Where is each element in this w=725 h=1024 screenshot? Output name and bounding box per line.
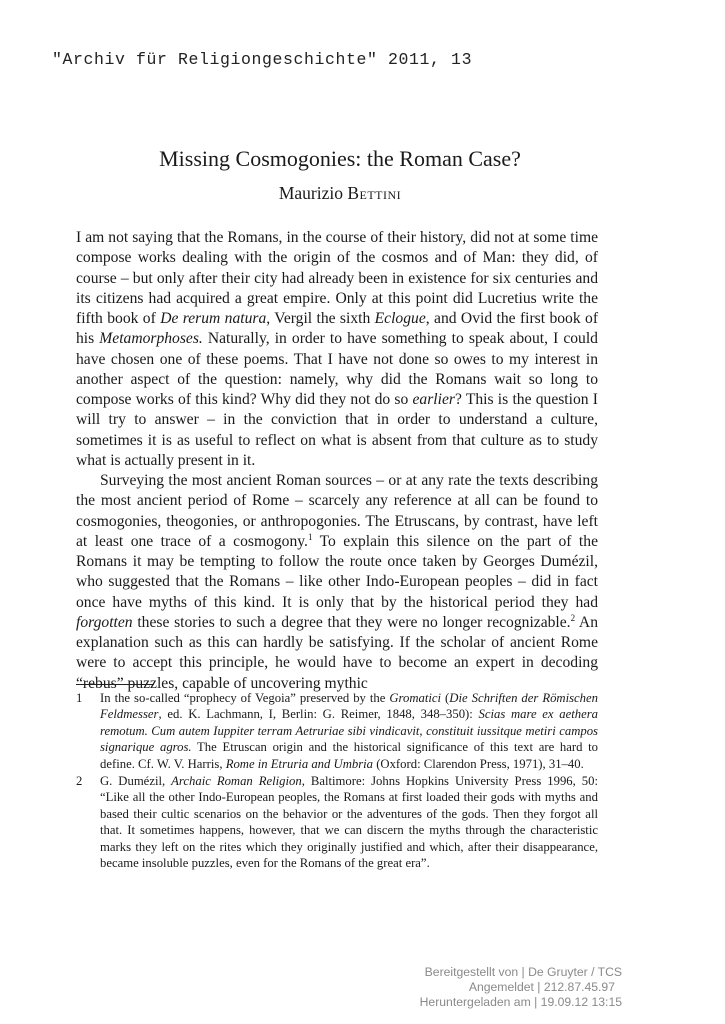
footnote-ref-2[interactable]: 2 [570,612,576,623]
author-first-name: Maurizio [278,183,343,203]
text: I am not saying that the Romans, in the course of their history, did not at some time compose works dealing with the origin of the cosmos and of Man: they did, of course – but only after their city had already been in existence for six centuries and its citizens had acquired a great empire. Only at this point did Lucretius write the fifth book of [76,229,598,327]
footnote-text: G. Dumézil, Archaic Roman Religion, Baltimore: Johns Hopkins University Press 1996, 50: “Like all the other Indo-European peoples, the Romans at first loaded their gods with myths and based their cultic scenarios on the behavior or the adventures of the gods. Then they forgot all that. It sometimes happens, however, that we can discern the myths through the characteristic marks they left on the rites which they originally justified and which, after their disappearance, became insoluble puzzles, even for the Romans of the great era”. [100,774,599,871]
author-last-name: Bettini [347,183,402,203]
title-ref: De rerum natura [160,310,267,327]
footnote-number: 2 [76,774,83,789]
text: An explanation such as this can hardly be satisfying. If the scholar of ancient Rome were to accept this principle, he would have to become an expert in decoding “rebus” puzzles, capable of uncovering mythic [76,613,598,692]
footnote-2 [76,773,598,871]
footnote-ref-1[interactable]: 1 [307,531,313,542]
footnote-1 [76,690,598,772]
footnote-number: 1 [76,691,83,705]
article-title: Missing Cosmogonies: the Roman Case? [159,146,521,171]
text: Surveying the most ancient Roman sources – or at any rate the texts describing the most ancient period of Rome – scarcely any reference at all can be found to cosmogonies, theogonies, or anthropogonies. The Etruscans, by contrast, have left at least one trace of a cosmogony. [76,472,598,550]
paragraph-2 [76,471,598,694]
download-watermark [420,965,622,1010]
text: these stories to such a degree that they were no longer recognizable. [132,613,571,631]
article-author [0,183,680,204]
emphasis: forgotten [76,613,133,631]
title-ref: Eclogue [374,310,426,327]
paragraph-1 [76,228,598,471]
text: Naturally, in order to have something to speak about, I could have chosen one of these poems. That I have not done so owes to my interest in another aspect of the question: namely, why did the Romans wait so long to compose works of this kind? Why did they not do so [76,330,598,408]
footnote-text: In the so-called “prophecy of Vegoia” preserved by the Gromatici (Die Schriften der Römischen Feldmesser, ed. K. Lachmann, I, Berlin: G. Reimer, 1848, 348–350): Scias mare ex aethera remotum. Cum autem Iuppiter terram Aetruriae sibi vindicavit, constituit iussitque metiri campos signarique agros. The Etruscan origin and the historical significance of this text are hard to define. Cf. W. V. Harris, Rome in Etruria and Umbria (Oxford: Clarendon Press, 1971), 31–40. [100,691,599,771]
journal-citation: "Archiv für Religiongeschichte" 2011, 13 [52,50,473,69]
footnotes [76,690,598,872]
text: To explain this silence on the part of the Romans it may be tempting to follow the route once taken by Georges Dumézil, who suggested that the Romans – like other Indo-European peoples – did in fact once have myths of this kind. It is only that by the historical period they had [76,532,598,611]
text: , Vergil the sixth [266,310,375,327]
text: ? This is the question I will try to answer – in the conviction that in order to understand a culture, sometimes it is as useful to reflect on what is absent from that culture as to study what is actually present in it. [76,391,598,469]
text: , and Ovid the first book of his [76,310,599,348]
title-ref: Metamorphoses. [99,330,203,348]
article-body [76,228,598,694]
emphasis: earlier [412,391,455,408]
watermark-date: Heruntergeladen am | 19.09.12 13:15 [419,995,622,1009]
watermark-ip: Angemeldet | 212.87.45.97 [468,980,615,994]
footnote-divider [76,684,154,685]
watermark-provider: Bereitgestellt von | De Gruyter / TCS [424,965,622,979]
